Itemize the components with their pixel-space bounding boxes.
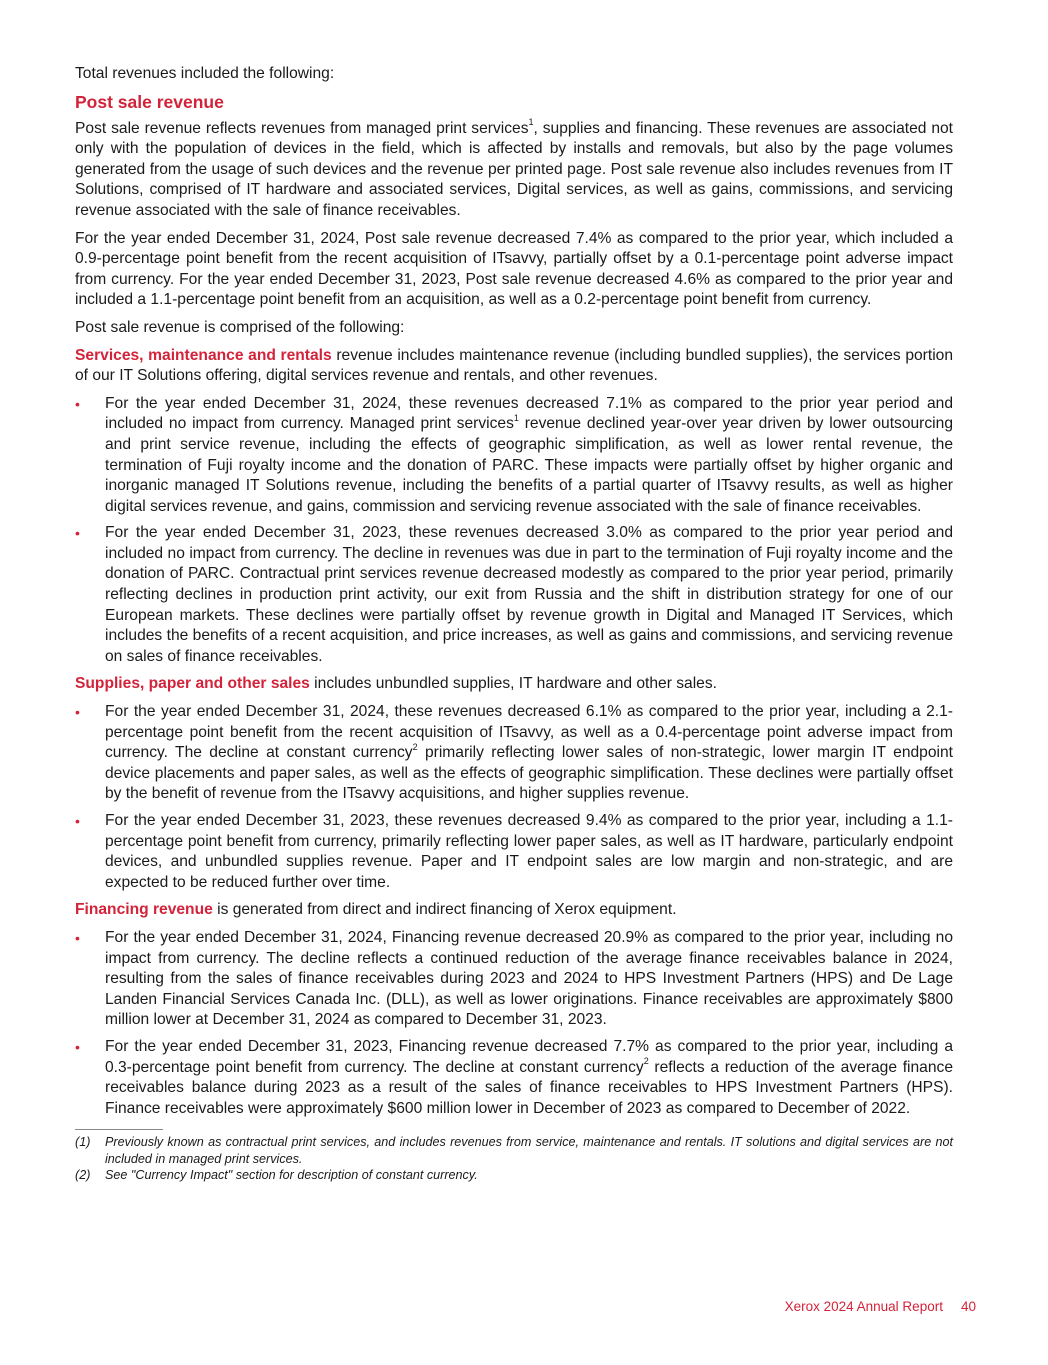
services-bullets [75,394,953,668]
page-footer [785,1298,976,1316]
supplies-bullets [75,702,953,893]
page-number: 40 [960,1299,976,1314]
post-sale-summary: For the year ended December 31, 2024, Post sale revenue decreased 7.4% as compared to the prior year, which included a 0.9-percentage point benefit from the recent acquisition of ITsavvy, partially offset by a 0.1-percentage point adverse impact from currency. For the year ended December 31, 2023, Post sale revenue decreased 4.6% as compared to the prior year and included a 1.1-percentage point benefit from an acquisition, as well as a 0.2-percentage point benefit from currency. [75,229,953,309]
report-title: Xerox 2024 Annual Report [784,1299,943,1314]
bullet-icon: • [75,929,80,946]
bullet-icon: • [75,525,80,542]
list-item [75,702,953,805]
text-run: revenue includes maintenance revenue (including bundled supplies), the services portion of our IT Solutions offering, digital services revenue and rentals, and other revenues. [75,346,954,385]
list-item [75,928,953,1031]
text-run: For the year ended December 31, 2023, these revenues decreased 3.0% as compared to the prior year period and included no impact from currency. The decline in revenues was due in part to the termination of Fuji royalty income and the donation of PARC. Contractual print services revenue decreased modestly as compared to the prior year period, primarily reflecting declines in production print activity, our exit from Russia and the shift in distribution strategy for one of our European markets. These declines were partially offset by revenue growth in Digital and Managed IT Services, which includes the benefits of a recent acquisition, and price increases, as well as gains and commissions, and servicing revenue on sales of finance receivables. [105,524,953,665]
text-run: includes unbundled supplies, IT hardware and other sales. [309,675,717,693]
text-run: primarily reflecting lower sales of non-strategic, lower margin IT endpoint device placements and paper sales, as well as the effects of geographic simplification. These declines were partially offset by the benefit of revenue from the ITsavvy acquisitions, and higher supplies revenue. [105,744,953,803]
list-item [75,811,953,893]
text-run: Post sale revenue reflects revenues from managed print services [75,119,529,137]
footnote-divider [75,1129,163,1130]
footnote-ref: 1 [513,413,519,424]
text-run: , supplies and financing. These revenues are associated not only with the population of devices in the field, which is affected by installs and removals, but also by the page volumes generated from the usage of such devices and the revenue per printed page. Post sale revenue also includes revenues from IT Solutions, comprised of IT hardware and associated services, Digital services, as well as gains, commissions, and servicing revenue associated with the sale of finance receivables. [75,119,953,219]
financing-bullets [75,928,953,1119]
footnote-number: (1) [75,1135,91,1150]
supplies-definition [75,674,953,695]
footnote-number: (2) [75,1168,91,1183]
document-page [75,64,953,1184]
supplies-term: Supplies, paper and other sales [75,675,310,693]
text-run: For the year ended December 31, 2023, these revenues decreased 9.4% as compared to the prior year, including a 1.1-percentage point benefit from currency, primarily reflecting lower paper sales, as well as IT hardware, particularly endpoint devices, and unbundled supplies revenue. Paper and IT endpoint sales are low margin and non-strategic, and are expected to be reduced further over time. [105,812,953,891]
text-run: revenue declined year-over year driven by lower outsourcing and print service revenue, including the effects of geographic simplification, as well as lower rental revenue, the termination of Fuji royalty income and the donation of PARC. These impacts were partially offset by higher organic and inorganic managed IT Solutions revenue, including the benefits of a partial quarter of ITsavvy results, as well as higher digital services revenue, and gains, commission and servicing revenue associated with the sale of finance receivables. [105,415,953,515]
services-term: Services, maintenance and rentals [75,346,332,364]
bullet-icon: • [75,704,80,721]
list-item [75,394,953,518]
services-definition [75,346,953,387]
footnote-text: See "Currency Impact" section for description of constant currency. [105,1168,478,1183]
footnote-text: Previously known as contractual print services, and includes revenues from service, maintenance and rentals. IT solutions and digital services are not included in managed print services. [105,1135,953,1166]
footnote-ref: 2 [412,742,418,753]
bullet-icon: • [75,1038,80,1055]
financing-definition [75,900,953,921]
bullet-icon: • [75,395,80,412]
financing-term: Financing revenue [75,901,213,919]
bullet-icon: • [75,813,80,829]
footnote-ref: 2 [643,1056,649,1067]
text-run: For the year ended December 31, 2024, Financing revenue decreased 20.9% as compared to the prior year, including no impact from currency. The decline reflects a continued reduction of the average finance receivables balance in 2024, resulting from the sales of finance receivables during 2023 and 2024 to HPS Investment Partners (HPS) and De Lage Landen Financial Services Canada Inc. (DLL), as well as lower originations. Finance receivables are approximately $800 million lower at December 31, 2024 as compared to December 31, 2023. [105,928,953,1029]
list-item [75,1037,953,1119]
text-run: For the year ended December 31, 2023, Financing revenue decreased 7.7% as compared to the prior year, including a 0.3-percentage point benefit from currency. The decline at constant currency [105,1037,953,1076]
footnote-2 [75,1167,953,1183]
intro-text: Total revenues included the following: [75,65,335,82]
list-item [75,523,953,667]
text-run: reflects a reduction of the average finance receivables balance during 2023 as a result of the sales of finance receivables to HPS Investment Partners (HPS). Finance receivables were approximately $600 million lower in December of 2023 as compared to December of 2022. [105,1058,953,1117]
text-run: is generated from direct and indirect financing of Xerox equipment. [212,901,677,919]
text-run: For the year ended December 31, 2024, these revenues decreased 7.1% as compared to the prior year period and included no impact from currency. Managed print services [105,394,953,433]
post-sale-description [75,119,953,222]
section-title: Post sale revenue [75,91,224,112]
post-sale-components-intro: Post sale revenue is comprised of the following: [75,318,405,336]
footnote-ref: 1 [528,117,534,128]
text-run: For the year ended December 31, 2024, these revenues decreased 6.1% as compared to the prior year, including a 2.1-percentage point benefit from the recent acquisition of ITsavvy, as well as a 0.4-percentage point adverse impact from currency. The decline at constant currency [105,703,953,762]
footnote-1 [75,1134,953,1167]
